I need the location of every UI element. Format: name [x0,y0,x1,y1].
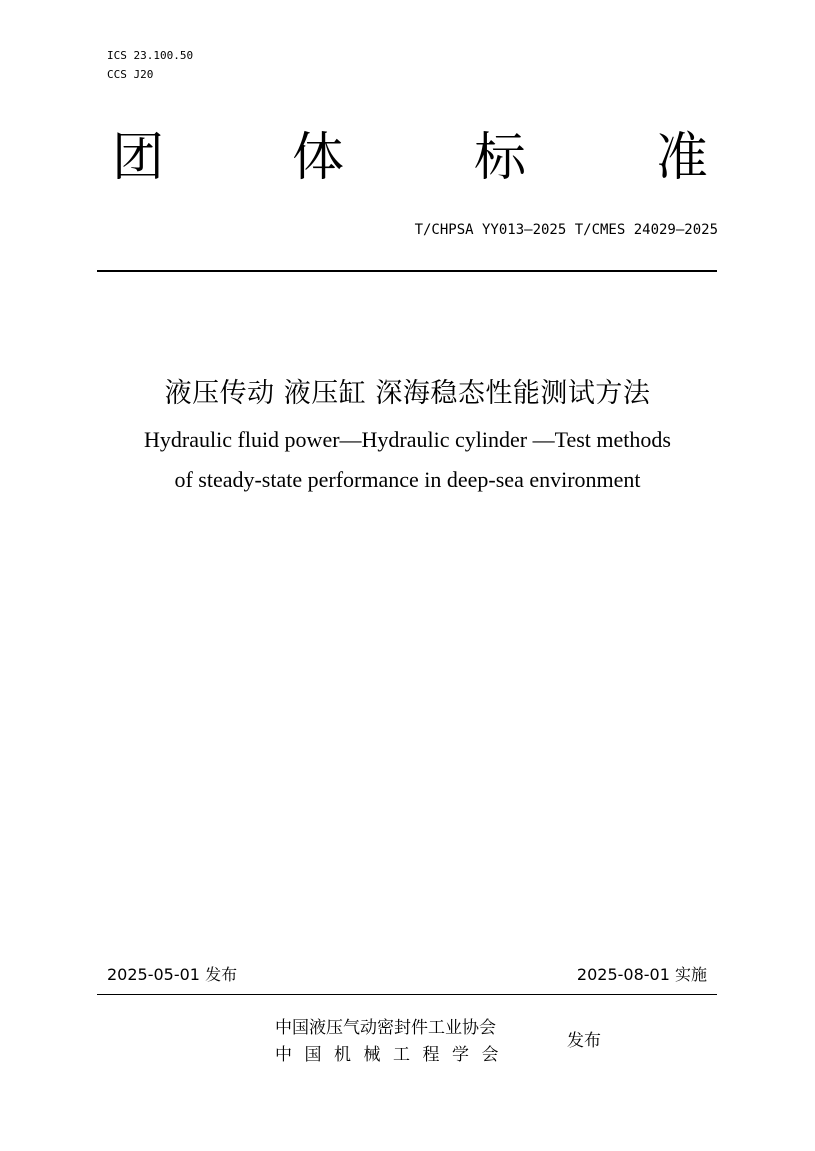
doc-type-char-4: 准 [656,128,709,188]
issuing-organization-2: 中国机械工程学会 [275,1045,511,1065]
implementation-date: 2025-08-01 实施 [576,965,707,984]
top-divider [97,270,717,272]
publish-date: 2025-05-01 发布 [107,965,238,984]
standard-code: T/CHPSA YY013—2025 T/CMES 24029—2025 [414,222,718,238]
doc-type-char-1: 团 [112,128,165,188]
english-title-line-2: of steady-state performance in deep-sea environment [174,467,641,492]
english-title-line-1: Hydraulic fluid power—Hydraulic cylinder —Test methods [144,427,671,452]
issuing-organization-1: 中国液压气动密封件工业协会 [275,1018,496,1038]
chinese-title: 液压传动 液压缸 深海稳态性能测试方法 [164,378,651,409]
ccs-code: CCS J20 [107,68,154,81]
doc-type-char-2: 体 [292,128,345,188]
issued-label: 发布 [567,1031,601,1051]
doc-type-char-3: 标 [474,128,527,188]
ics-code: ICS 23.100.50 [107,49,194,62]
bottom-divider [97,994,717,995]
